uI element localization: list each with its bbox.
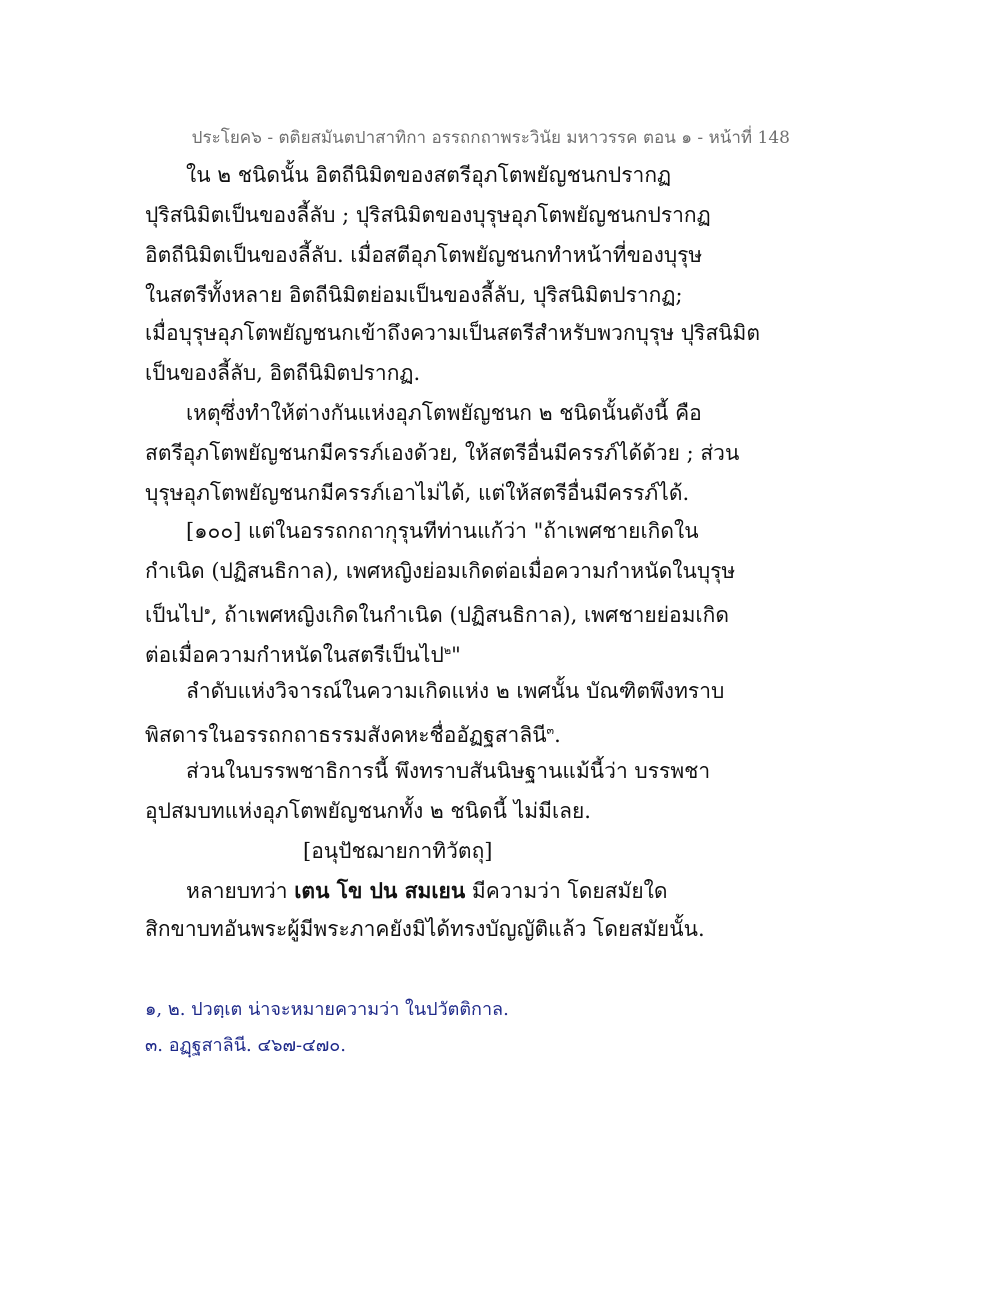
body-text: มีความว่า โดยสมัยใด: [465, 879, 668, 903]
body-text: ต่อเมื่อความกำหนัดในสตรีเป็นไป: [145, 643, 444, 667]
body-line: [145, 716, 561, 750]
running-header: ประโยค๖ - ตติยสมันตปาสาทิกา อรรถกถาพระวินัย มหาวรรค ตอน ๑ - หน้าที่ 148: [191, 128, 790, 148]
body-line: ใน ๒ ชนิดนั้น อิตถีนิมิตของสตรีอุภโตพยัญชนกปรากฏ: [186, 163, 672, 187]
body-line: เหตุซึ่งทำให้ต่างกันแห่งอุภโตพยัญชนก ๒ ชนิดนั้นดังนี้ คือ: [186, 401, 702, 425]
body-line: สตรีอุภโตพยัญชนกมีครรภ์เองด้วย, ให้สตรีอื่นมีครรภ์ได้ด้วย ; ส่วน: [145, 441, 740, 465]
body-line: ปุริสนิมิตเป็นของลี้ลับ ; ปุริสนิมิตของบุรุษอุภโตพยัญชนกปรากฏ: [145, 203, 711, 227]
footnote-mark: ๒: [443, 644, 452, 657]
body-line: บุรุษอุภโตพยัญชนกมีครรภ์เอาไม่ได้, แต่ให้สตรีอื่นมีครรภ์ได้.: [145, 481, 690, 505]
body-text: .: [554, 723, 561, 747]
body-line: [145, 596, 729, 630]
section-heading: [อนุปัชฌายกาทิวัตถุ]: [303, 839, 493, 863]
body-line: กำเนิด (ปฏิสนธิกาล), เพศหญิงย่อมเกิดต่อเมื่อความกำหนัดในบุรุษ: [145, 559, 736, 583]
body-line: เป็นของลี้ลับ, อิตถีนิมิตปรากฏ.: [145, 361, 421, 385]
body-text: หลายบทว่า: [186, 879, 295, 903]
body-text: ": [451, 643, 461, 667]
body-line: ในสตรีทั้งหลาย อิตถีนิมิตย่อมเป็นของลี้ลับ, ปุริสนิมิตปรากฏ;: [145, 283, 683, 307]
body-line: ส่วนในบรรพชาธิการนี้ พึงทราบสันนิษฐานแม้นี้ว่า บรรพชา: [186, 759, 711, 783]
footnote-mark: ๑: [203, 604, 211, 617]
body-line: อิตถีนิมิตเป็นของลี้ลับ. เมื่อสตีอุภโตพยัญชนกทำหน้าที่ของบุรุษ: [145, 243, 703, 267]
footnote: ๓. อฏฺฐสาลินี. ๔๖๗-๔๗๐.: [145, 1035, 346, 1056]
body-line: [๑๐๐] แต่ในอรรถกถากุรุนทีท่านแก้ว่า "ถ้าเพศชายเกิดใน: [186, 519, 699, 543]
body-line: เมื่อบุรุษอุภโตพยัญชนกเข้าถึงความเป็นสตรีสำหรับพวกบุรุษ ปุริสนิมิต: [145, 321, 760, 345]
body-line: สิกขาบทอันพระผู้มีพระภาคยังมิได้ทรงบัญญัติแล้ว โดยสมัยนั้น.: [145, 917, 705, 941]
pali-term: เตน โข ปน สมเยน: [294, 878, 466, 903]
footnote: ๑, ๒. ปวตฺเต น่าจะหมายความว่า ในปวัตติกาล.: [145, 999, 509, 1020]
body-line: [145, 636, 461, 670]
body-text: , ถ้าเพศหญิงเกิดในกำเนิด (ปฏิสนธิกาล), เพศชายย่อมเกิด: [210, 603, 729, 627]
body-line: อุปสมบทแห่งอุภโตพยัญชนกทั้ง ๒ ชนิดนี้ ไม่มีเลย.: [145, 799, 591, 823]
body-line: [186, 876, 668, 906]
body-text: พิสดารในอรรถกถาธรรมสังคหะชื่ออัฏฐสาลินี: [145, 723, 547, 747]
body-line: ลำดับแห่งวิจารณ์ในความเกิดแห่ง ๒ เพศนั้น บัณฑิตพึงทราบ: [186, 679, 725, 703]
footnote-mark: ๓: [546, 724, 555, 737]
body-text: เป็นไป: [145, 603, 204, 627]
